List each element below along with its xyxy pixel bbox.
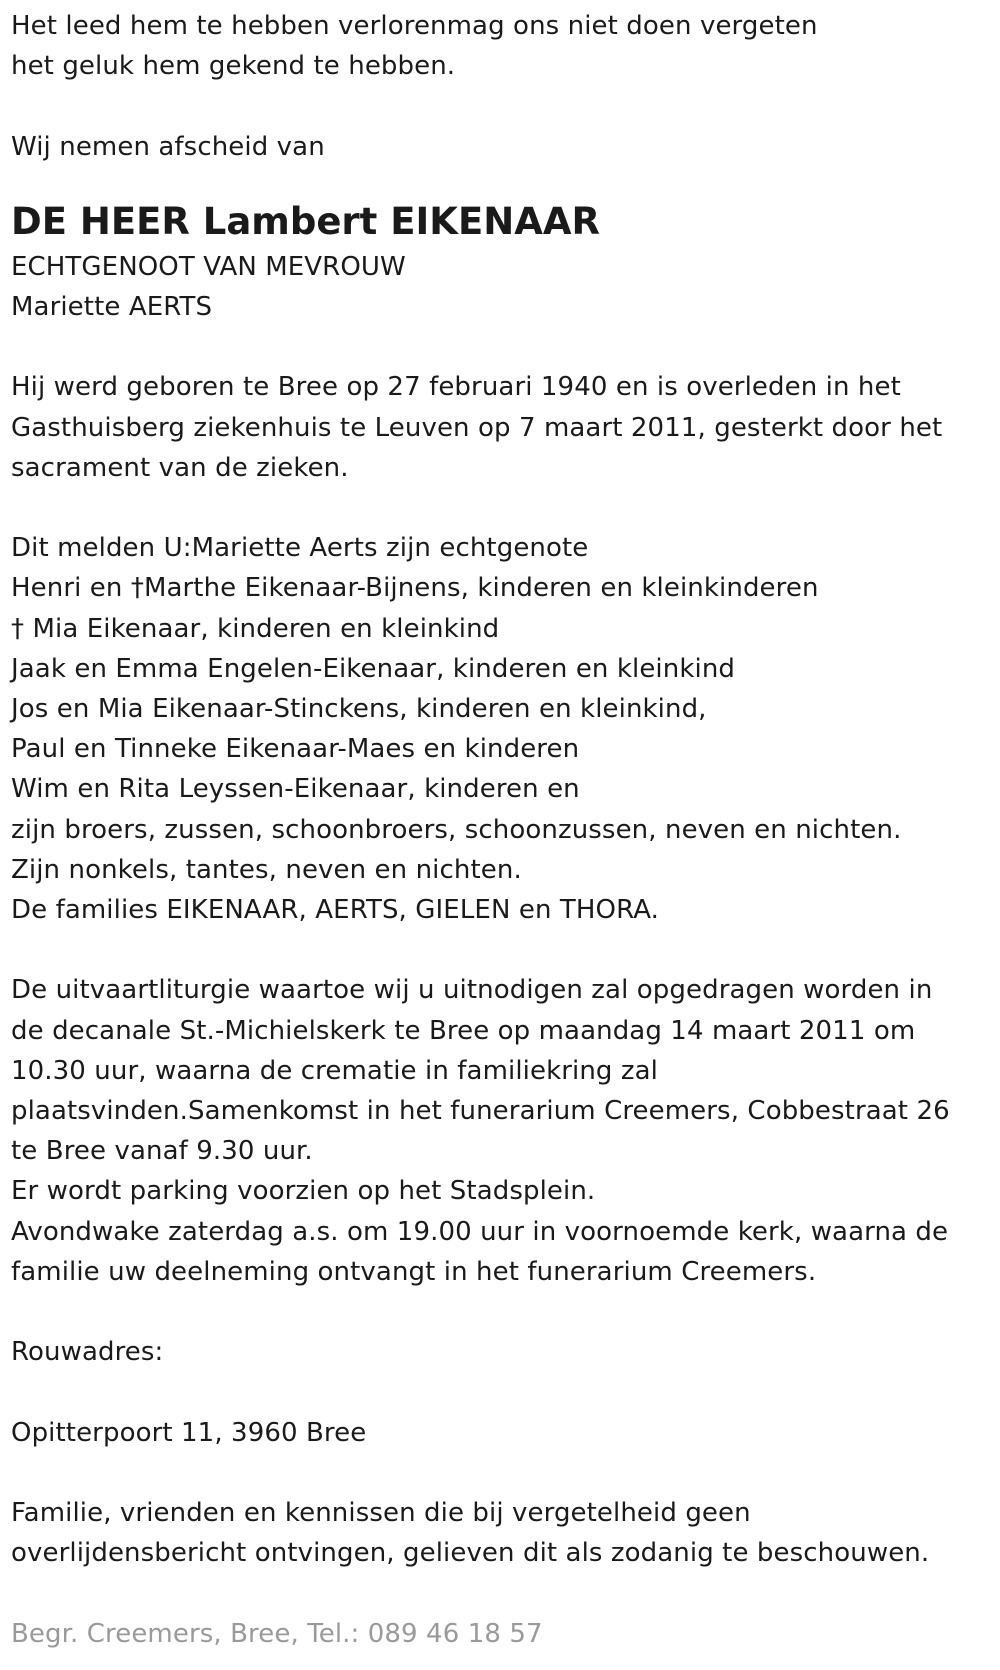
spouse-name: Mariette AERTS bbox=[11, 292, 213, 322]
family-line: Zijn nonkels, tantes, neven en nichten. bbox=[11, 854, 522, 885]
spouse-title: ECHTGENOOT VAN MEVROUW bbox=[11, 251, 406, 282]
family-line: † Mia Eikenaar, kinderen en kleinkind bbox=[11, 613, 500, 644]
family-line: Wim en Rita Leyssen-Eikenaar, kinderen en bbox=[11, 774, 580, 805]
intro-line-2: het geluk hem gekend te hebben. bbox=[11, 51, 456, 82]
family-line: De families EIKENAAR, AERTS, GIELEN en THORA. bbox=[11, 895, 659, 926]
address-label: Rouwadres: bbox=[11, 1337, 164, 1368]
service-line: plaatsvinden.Samenkomst in het funerarium Creemers, Cobbestraat 26 bbox=[11, 1096, 950, 1127]
service-line: te Bree vanaf 9.30 uur. bbox=[11, 1136, 313, 1167]
obituary-notice bbox=[11, 6, 991, 1654]
service-line: Er wordt parking voorzien op het Stadsplein. bbox=[11, 1176, 596, 1207]
birth-death-paragraph bbox=[11, 367, 991, 488]
family-list bbox=[11, 528, 991, 930]
notice-paragraph bbox=[11, 1493, 991, 1573]
undertaker-footer: Begr. Creemers, Bree, Tel.: 089 46 18 57 bbox=[11, 1618, 543, 1649]
birth-death-line: Gasthuisberg ziekenhuis te Leuven op 7 maart 2011, gesterkt door het bbox=[11, 412, 943, 443]
service-line: De uitvaartliturgie waartoe wij u uitnodigen zal opgedragen worden in bbox=[11, 975, 933, 1006]
service-line: de decanale St.-Michielskerk te Bree op maandag 14 maart 2011 om bbox=[11, 1015, 916, 1046]
address-value: Opitterpoort 11, 3960 Bree bbox=[11, 1417, 367, 1448]
notice-line: Familie, vrienden en kennissen die bij vergetelheid geen bbox=[11, 1498, 751, 1528]
family-line: Paul en Tinneke Eikenaar-Maes en kinderen bbox=[11, 734, 580, 765]
family-line: Jaak en Emma Engelen-Eikenaar, kinderen en kleinkind bbox=[11, 653, 735, 684]
farewell-text: Wij nemen afscheid van bbox=[11, 131, 325, 162]
service-line: familie uw deelneming ontvangt in het funerarium Creemers. bbox=[11, 1256, 817, 1287]
family-line: zijn broers, zussen, schoonbroers, schoonzussen, neven en nichten. bbox=[11, 814, 902, 845]
birth-death-line: Hij werd geboren te Bree op 27 februari 1940 en is overleden in het bbox=[11, 372, 901, 403]
service-paragraph bbox=[11, 970, 991, 1292]
intro-line-1: Het leed hem te hebben verlorenmag ons niet doen vergeten bbox=[11, 11, 818, 41]
service-line: 10.30 uur, waarna de crematie in familiekring zal bbox=[11, 1055, 658, 1086]
notice-line: overlijdensbericht ontvingen, gelieven dit als zodanig te beschouwen. bbox=[11, 1538, 930, 1569]
birth-death-line: sacrament van de zieken. bbox=[11, 452, 349, 483]
family-line: Jos en Mia Eikenaar-Stinckens, kinderen en kleinkind, bbox=[11, 694, 707, 724]
service-line: Avondwake zaterdag a.s. om 19.00 uur in voornoemde kerk, waarna de bbox=[11, 1216, 949, 1247]
deceased-name: DE HEER Lambert EIKENAAR bbox=[11, 199, 600, 243]
family-line: Henri en †Marthe Eikenaar-Bijnens, kinderen en kleinkinderen bbox=[11, 573, 819, 604]
family-line: Dit melden U:Mariette Aerts zijn echtgenote bbox=[11, 533, 589, 564]
